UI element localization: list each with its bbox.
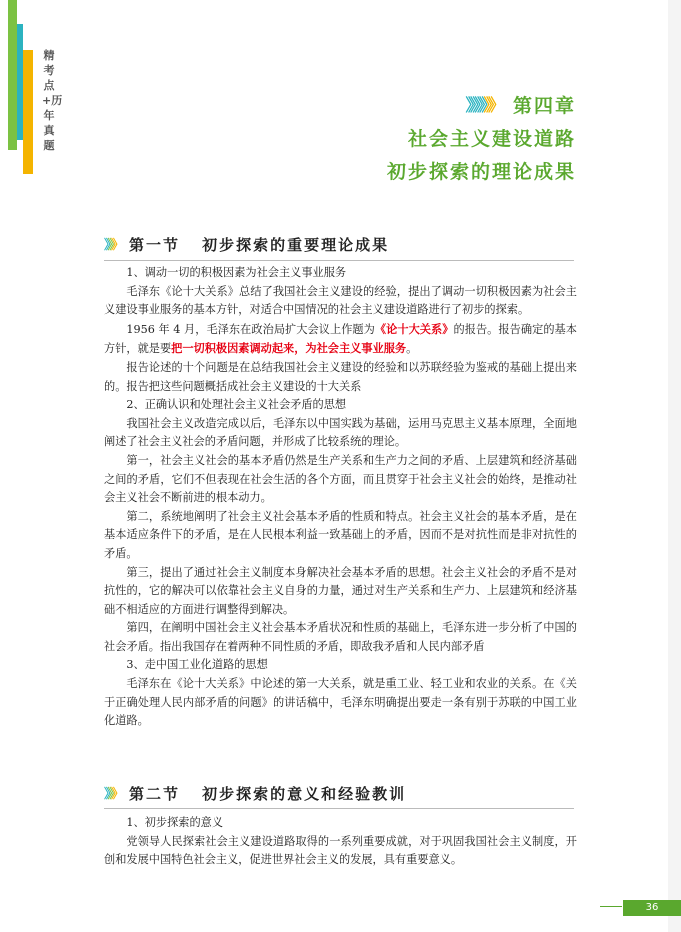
footer-rule [600, 906, 622, 907]
subheading: 3、走中国工业化道路的思想 [126, 658, 268, 672]
chapter-title-line1: 社会主义建设道路 [407, 128, 576, 150]
chevrons-icon: 》》》》》》 [465, 96, 501, 116]
section1-rule [104, 260, 574, 261]
chevrons-icon: 》》》 [104, 238, 122, 253]
section1-title: 初步探索的重要理论成果 [202, 236, 390, 254]
paragraph: 党领导人民探索社会主义建设道路取得的一系列重要成就，对于巩固我国社会主义制度，开创和发展中国特色社会主义，促进世界社会主义的发展，具有重要意义。 [104, 834, 577, 867]
paragraph: 1956 年 4 月，毛泽东在政治局扩大会议上作题为《论十大关系》的报告。报告确定的基本方针，就是要把一切积极因素调动起来，为社会主义事业服务。 [104, 321, 577, 356]
chapter-heading [387, 90, 576, 189]
page-number: 36 [623, 900, 681, 916]
highlight-title: 《论十大关系》 [374, 321, 454, 336]
subheading: 1、调动一切的积极因素为社会主义事业服务 [126, 266, 347, 279]
highlight-policy: 把一切积极因素调动起来，为社会主义事业服务 [171, 341, 407, 356]
section2-title: 初步探索的意义和经验教训 [202, 785, 407, 803]
section1-heading [104, 234, 389, 255]
paragraph: 第一，社会主义社会的基本矛盾仍然是生产关系和生产力之间的矛盾、上层建筑和经济基础之间的矛盾，它们不但表现在社会生活的各个方面，而且贯穿于社会主义社会的始终，是推动社会主义社会不断前进的根本动力。 [104, 453, 577, 505]
chapter-title-line2: 初步探索的理论成果 [386, 161, 576, 183]
section2-body [104, 814, 577, 870]
section1-body [104, 264, 577, 731]
paragraph: 毛泽东《论十大关系》总结了我国社会主义建设的经验，提出了调动一切积极因素为社会主义建设事业服务的基本方针，对适合中国情况的社会主义建设道路进行了初步的探索。 [104, 284, 577, 317]
paragraph: 报告论述的十个问题是在总结我国社会主义建设的经验和以苏联经验为鉴戒的基础上提出来的。报告把这些问题概括成社会主义建设的十大关系 [104, 360, 577, 393]
section2-number: 第二节 [129, 785, 181, 803]
section1-number: 第一节 [129, 236, 181, 254]
side-label: 精考点+历年真题 [42, 49, 63, 152]
chevrons-icon: 》》》 [104, 787, 122, 802]
section2-rule [104, 808, 574, 809]
decor-stripe-gold [23, 50, 33, 174]
subheading: 1、初步探索的意义 [126, 816, 224, 829]
chapter-label: 第四章 [512, 95, 576, 117]
paragraph: 第二，系统地阐明了社会主义社会基本矛盾的性质和特点。社会主义社会的基本矛盾，是在基本适应条件下的矛盾，是在人民根本利益一致基础上的矛盾，因而不是对抗性而是非对抗性的矛盾。 [104, 509, 577, 560]
decor-stripe-green [8, 0, 17, 150]
section2-heading [104, 783, 406, 804]
paragraph: 毛泽东在《论十大关系》中论述的第一大关系，就是重工业、轻工业和农业的关系。在《关于正确处理人民内部矛盾的问题》的讲话稿中，毛泽东明确提出要走一条有别于苏联的中国工业化道路。 [104, 677, 577, 728]
paragraph: 我国社会主义改造完成以后，毛泽东以中国实践为基础，运用马克思主义基本原理，全面地阐述了社会主义社会的矛盾问题，并形成了比较系统的理论。 [104, 416, 577, 449]
paragraph: 第三，提出了通过社会主义制度本身解决社会基本矛盾的思想。社会主义社会的矛盾不是对抗性的，它的解决可以依靠社会主义自身的力量，通过对生产关系和生产力、上层建筑和经济基础不相适应的方面进行调整得到解决。 [104, 565, 577, 616]
subheading: 2、正确认识和处理社会主义社会矛盾的思想 [126, 398, 347, 412]
paragraph: 第四，在阐明中国社会主义社会基本矛盾状况和性质的基础上，毛泽东进一步分析了中国的社会矛盾。指出我国存在着两种不同性质的矛盾，即敌我矛盾和人民内部矛盾 [104, 621, 577, 653]
